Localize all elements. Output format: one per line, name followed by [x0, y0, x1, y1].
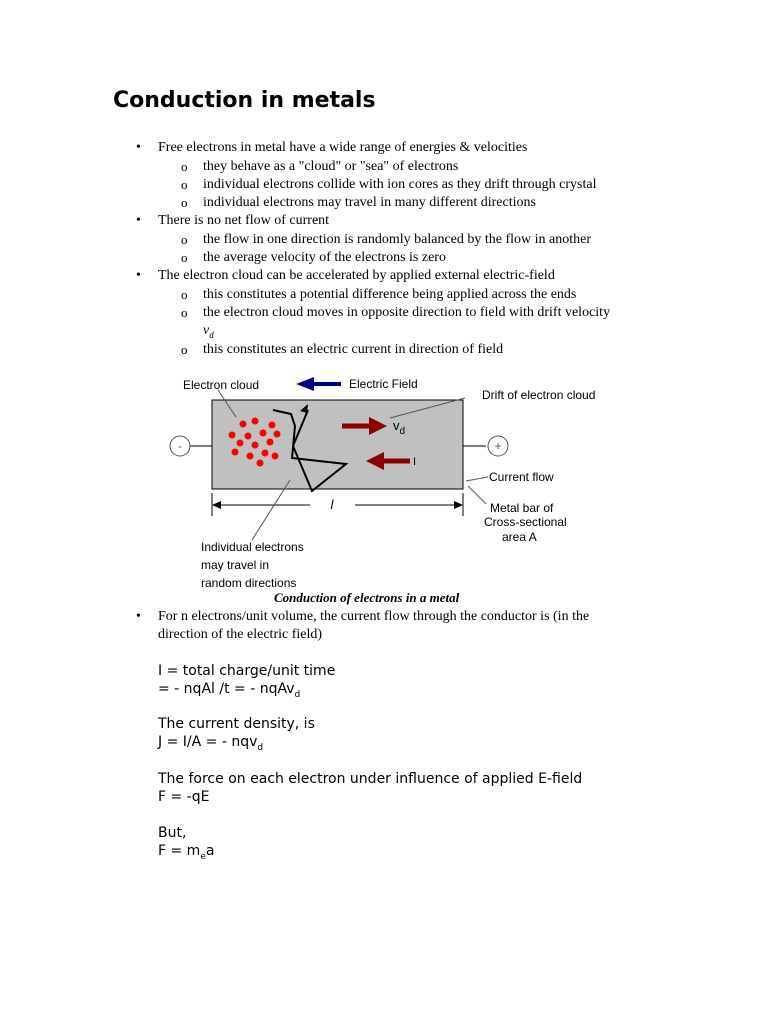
metal-bar: [212, 400, 463, 489]
vd-label: $v_d$: [393, 418, 406, 437]
bullet-icon: •: [136, 213, 141, 228]
current-symbol: I: [413, 456, 417, 468]
bullet-icon: •: [136, 140, 141, 155]
equation-line: But,: [158, 825, 187, 841]
page-title: Conduction in metals: [113, 88, 376, 113]
drift-velocity-symbol: $v_d$: [203, 323, 214, 340]
sub-bullet-icon: o: [181, 250, 188, 265]
sub-bullet-icon: o: [181, 305, 188, 320]
individual-label-line2: may travel in: [201, 558, 270, 572]
sub-bullet-text: this constitutes a potential difference being applied across the ends: [203, 287, 577, 302]
figure-caption: Conduction of electrons in a metal: [274, 590, 460, 605]
metal-bar-label-line3: area A: [502, 530, 537, 544]
sub-bullet-icon: o: [181, 177, 188, 192]
current-flow-pointer: [466, 477, 488, 481]
equation-line: F = -qE: [158, 789, 210, 805]
individual-label-line1: Individual electrons: [201, 540, 304, 554]
bullet-text: There is no net flow of current: [158, 213, 330, 228]
electric-field-arrowhead: [296, 377, 314, 391]
sub-bullet-text: this constitutes an electric current in direction of field: [203, 342, 504, 357]
length-symbol: l: [330, 497, 334, 512]
electron-cloud-label: Electron cloud: [183, 378, 260, 392]
bullet-text: Free electrons in metal have a wide range of energies & velocities: [158, 140, 528, 155]
drift-label: Drift of electron cloud: [482, 388, 596, 402]
sub-bullet-text: the flow in one direction is randomly balanced by the flow in another: [203, 232, 592, 247]
metal-bar-label-line2: Cross-sectional: [484, 515, 567, 529]
individual-label-line3: random directions: [201, 576, 297, 590]
sub-bullet-text: the electron cloud moves in opposite direction to field with drift velocity: [203, 305, 611, 320]
bullet-icon: •: [136, 609, 141, 624]
length-arrowhead-left: [212, 501, 221, 509]
current-flow-label: Current flow: [489, 470, 554, 484]
sub-bullet-icon: o: [181, 159, 188, 174]
equation-line: = - nqAl /t = - nqAv$_d$: [158, 681, 301, 700]
equation-line: J = I/A = - nqv$_d$: [158, 734, 264, 753]
equation-line: $F = m_ea$: [158, 843, 215, 862]
sub-bullet-text: they behave as a "cloud" or "sea" of electrons: [203, 159, 459, 174]
sub-bullet-text: the average velocity of the electrons is zero: [203, 250, 446, 265]
metal-bar-label-line1: Metal bar of: [490, 501, 554, 515]
equation-line: The current density, is: [158, 716, 315, 732]
sub-bullet-text: individual electrons may travel in many different directions: [203, 195, 536, 210]
plus-label: +: [494, 439, 502, 453]
conduction-diagram: [160, 368, 610, 594]
sub-bullet-icon: o: [181, 232, 188, 247]
sub-bullet-icon: o: [181, 287, 188, 302]
length-arrowhead-right: [454, 501, 463, 509]
equation-line: I = total charge/unit time: [158, 663, 336, 679]
minus-label: -: [178, 439, 182, 453]
metal-bar-pointer: [468, 486, 486, 504]
sub-bullet-icon: o: [181, 342, 188, 357]
bullet-text: The electron cloud can be accelerated by applied external electric-field: [158, 268, 555, 283]
electric-field-label: Electric Field: [349, 377, 418, 391]
bullet-text-continued: direction of the electric field): [158, 627, 323, 642]
sub-bullet-text: individual electrons collide with ion cores as they drift through crystal: [203, 177, 597, 192]
equation-line: The force on each electron under influence of applied E-field: [158, 771, 583, 787]
bullet-icon: •: [136, 268, 141, 283]
bullet-text: For n electrons/unit volume, the current flow through the conductor is (in the: [158, 609, 590, 624]
sub-bullet-icon: o: [181, 195, 188, 210]
